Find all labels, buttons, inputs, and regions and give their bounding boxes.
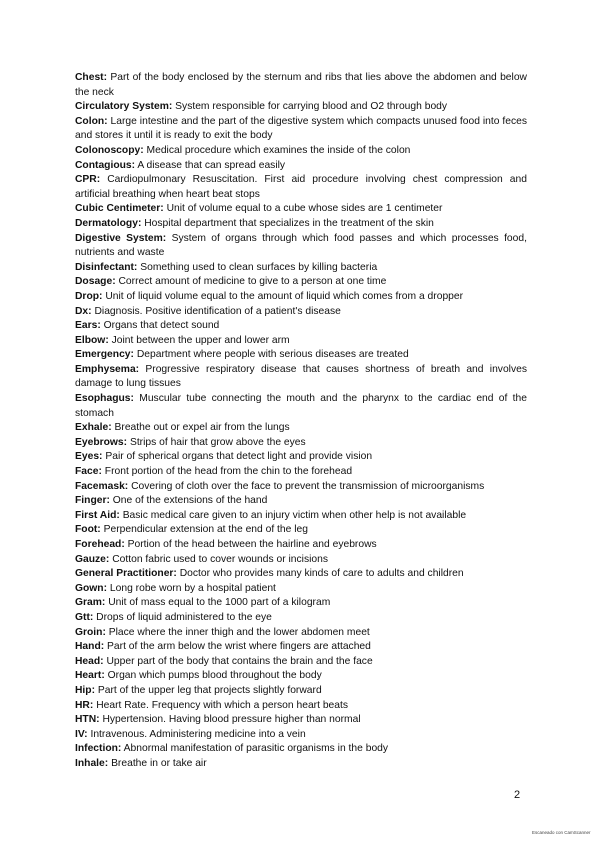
glossary-term: Gauze:: [75, 553, 110, 565]
glossary-term: Gown:: [75, 582, 108, 594]
glossary-entry: [75, 742, 527, 757]
glossary-term: Colonoscopy:: [75, 144, 144, 156]
glossary-term: Eyebrows:: [75, 436, 128, 448]
glossary-definition: Abnormal manifestation of parasitic organisms in the body: [123, 743, 389, 755]
glossary-entry: [75, 261, 527, 276]
glossary-entry: [75, 728, 527, 743]
glossary-definition: Organ which pumps blood throughout the body: [107, 670, 322, 682]
glossary-list: [75, 71, 527, 772]
glossary-term: Drop:: [75, 290, 103, 302]
glossary-entry: [75, 640, 527, 655]
glossary-definition: Upper part of the body that contains the brain and the face: [106, 655, 373, 667]
glossary-term: Disinfectant:: [75, 261, 138, 273]
glossary-definition: Unit of volume equal to a cube whose sides are 1 centimeter: [166, 203, 443, 215]
glossary-entry: [75, 363, 527, 392]
glossary-entry: [75, 392, 527, 421]
glossary-definition: System responsible for carrying blood and O2 through body: [175, 101, 448, 113]
glossary-entry: [75, 465, 527, 480]
glossary-term: Circulatory System:: [75, 101, 173, 113]
glossary-definition: Unit of mass equal to the 1000 part of a kilogram: [108, 597, 331, 609]
glossary-entry: [75, 655, 527, 670]
glossary-entry: [75, 669, 527, 684]
glossary-definition: Correct amount of medicine to give to a person at one time: [118, 276, 387, 288]
glossary-entry: [75, 494, 527, 509]
scanner-watermark: Escaneado con CamScanner: [532, 830, 591, 835]
glossary-term: HR:: [75, 699, 94, 711]
glossary-term: Cubic Centimeter:: [75, 203, 164, 215]
glossary-entry: [75, 217, 527, 232]
glossary-term: Esophagus:: [75, 393, 134, 405]
glossary-definition: Intravenous. Administering medicine into a vein: [90, 728, 306, 740]
glossary-definition: Part of the upper leg that projects slightly forward: [97, 684, 322, 696]
glossary-term: Digestive System:: [75, 232, 167, 244]
glossary-entry: [75, 348, 527, 363]
glossary-term: Ears:: [75, 320, 101, 332]
glossary-term: Head:: [75, 655, 104, 667]
glossary-entry: [75, 523, 527, 538]
glossary-entry: [75, 596, 527, 611]
glossary-term: Dx:: [75, 305, 92, 317]
glossary-definition: Portion of the head between the hairline and eyebrows: [127, 539, 377, 550]
glossary-entry: [75, 684, 527, 699]
glossary-term: Foot:: [75, 524, 101, 536]
glossary-entry: [75, 144, 527, 159]
glossary-entry: [75, 290, 527, 305]
glossary-definition: Department where people with serious diseases are treated: [136, 349, 409, 361]
glossary-definition: Strips of hair that grow above the eyes: [129, 436, 306, 448]
glossary-term: Chest:: [75, 72, 108, 83]
glossary-term: Hand:: [75, 641, 105, 653]
glossary-definition: Cardiopulmonary Resuscitation. First aid procedure involving chest compression and artificial breathing when heart beat stops: [75, 174, 527, 200]
glossary-entry: [75, 115, 527, 144]
glossary-definition: A disease that can spread easily: [137, 159, 286, 171]
glossary-definition: Hypertension. Having blood pressure higher than normal: [102, 714, 361, 726]
glossary-term: Dermatology:: [75, 217, 142, 229]
glossary-term: Elbow:: [75, 334, 109, 346]
glossary-entry: [75, 699, 527, 714]
glossary-entry: [75, 450, 527, 465]
glossary-definition: Organs that detect sound: [103, 320, 220, 332]
glossary-entry: [75, 421, 527, 436]
glossary-definition: Joint between the upper and lower arm: [111, 334, 290, 346]
glossary-term: Inhale:: [75, 757, 109, 769]
glossary-definition: Unit of liquid volume equal to the amount of liquid which comes from a dropper: [105, 290, 464, 302]
glossary-definition: Something used to clean surfaces by killing bacteria: [140, 261, 378, 273]
glossary-term: Hip:: [75, 684, 96, 696]
page-number: 2: [514, 789, 521, 801]
glossary-entry: [75, 319, 527, 334]
glossary-term: Emergency:: [75, 349, 134, 361]
glossary-definition: Part of the body enclosed by the sternum and ribs that lies above the abdomen and below the neck: [75, 72, 527, 98]
glossary-definition: Drops of liquid administered to the eye: [96, 611, 272, 623]
glossary-term: Groin:: [75, 626, 106, 638]
glossary-term: Heart:: [75, 670, 105, 682]
glossary-entry: [75, 334, 527, 349]
glossary-term: Eyes:: [75, 451, 103, 463]
glossary-definition: Pair of spherical organs that detect light and provide vision: [105, 451, 373, 463]
glossary-term: Finger:: [75, 495, 110, 507]
glossary-definition: Perpendicular extension at the end of the leg: [103, 524, 308, 536]
glossary-definition: Doctor who provides many kinds of care to adults and children: [179, 568, 464, 580]
glossary-entry: [75, 567, 527, 582]
glossary-entry: [75, 582, 527, 597]
glossary-definition: Hospital department that specializes in the treatment of the skin: [144, 217, 434, 229]
glossary-term: Infection:: [75, 743, 122, 755]
glossary-definition: Breathe in or take air: [111, 757, 207, 769]
glossary-definition: One of the extensions of the hand: [112, 495, 268, 507]
glossary-entry: [75, 509, 527, 524]
glossary-entry: [75, 159, 527, 174]
glossary-term: General Practitioner:: [75, 568, 177, 580]
glossary-definition: Long robe worn by a hospital patient: [109, 582, 276, 594]
glossary-term: Gtt:: [75, 611, 94, 623]
glossary-term: IV:: [75, 728, 88, 740]
glossary-term: Forehead:: [75, 539, 125, 550]
glossary-entry: [75, 71, 527, 100]
glossary-entry: [75, 173, 527, 202]
glossary-entry: [75, 305, 527, 320]
glossary-definition: Heart Rate. Frequency with which a person heart beats: [96, 699, 349, 711]
glossary-entry: [75, 626, 527, 641]
glossary-term: Gram:: [75, 597, 106, 609]
glossary-entry: [75, 275, 527, 290]
glossary-definition: System of organs through which food passes and which processes food, nutrients and waste: [75, 232, 527, 259]
glossary-definition: Diagnosis. Positive identification of a patient's disease: [94, 305, 341, 317]
glossary-term: HTN:: [75, 714, 100, 726]
glossary-definition: Large intestine and the part of the digestive system which compacts unused food into feces and stores it until it is ready to exit the body: [75, 115, 527, 142]
glossary-term: Face:: [75, 466, 102, 478]
glossary-term: CPR:: [75, 174, 101, 186]
glossary-term: Colon:: [75, 115, 108, 127]
glossary-term: Exhale:: [75, 422, 112, 434]
glossary-entry: [75, 538, 527, 553]
glossary-definition: Cotton fabric used to cover wounds or incisions: [112, 553, 328, 565]
glossary-term: Contagious:: [75, 159, 136, 171]
glossary-entry: [75, 100, 527, 115]
glossary-definition: Front portion of the head from the chin to the forehead: [104, 466, 353, 478]
glossary-definition: Part of the arm below the wrist where fingers are attached: [107, 641, 371, 653]
glossary-definition: Breathe out or expel air from the lungs: [114, 422, 290, 434]
glossary-term: First Aid:: [75, 509, 120, 521]
glossary-definition: Muscular tube connecting the mouth and the pharynx to the cardiac end of the stomach: [75, 393, 527, 419]
glossary-entry: [75, 553, 527, 568]
glossary-entry: [75, 232, 527, 261]
glossary-term: Facemask:: [75, 480, 129, 492]
glossary-term: Emphysema:: [75, 363, 140, 375]
glossary-entry: [75, 757, 527, 772]
glossary-entry: [75, 713, 527, 728]
glossary-entry: [75, 202, 527, 217]
glossary-entry: [75, 436, 527, 451]
glossary-term: Dosage:: [75, 276, 116, 288]
glossary-entry: [75, 611, 527, 626]
glossary-definition: Progressive respiratory disease that causes shortness of breath and involves damage to lung tissues: [75, 363, 527, 390]
glossary-definition: Basic medical care given to an injury victim when other help is not available: [122, 509, 467, 521]
glossary-definition: Medical procedure which examines the inside of the colon: [146, 144, 411, 156]
glossary-entry: [75, 480, 527, 495]
glossary-definition: Place where the inner thigh and the lower abdomen meet: [108, 626, 370, 638]
glossary-definition: Covering of cloth over the face to prevent the transmission of microorganisms: [131, 480, 485, 492]
